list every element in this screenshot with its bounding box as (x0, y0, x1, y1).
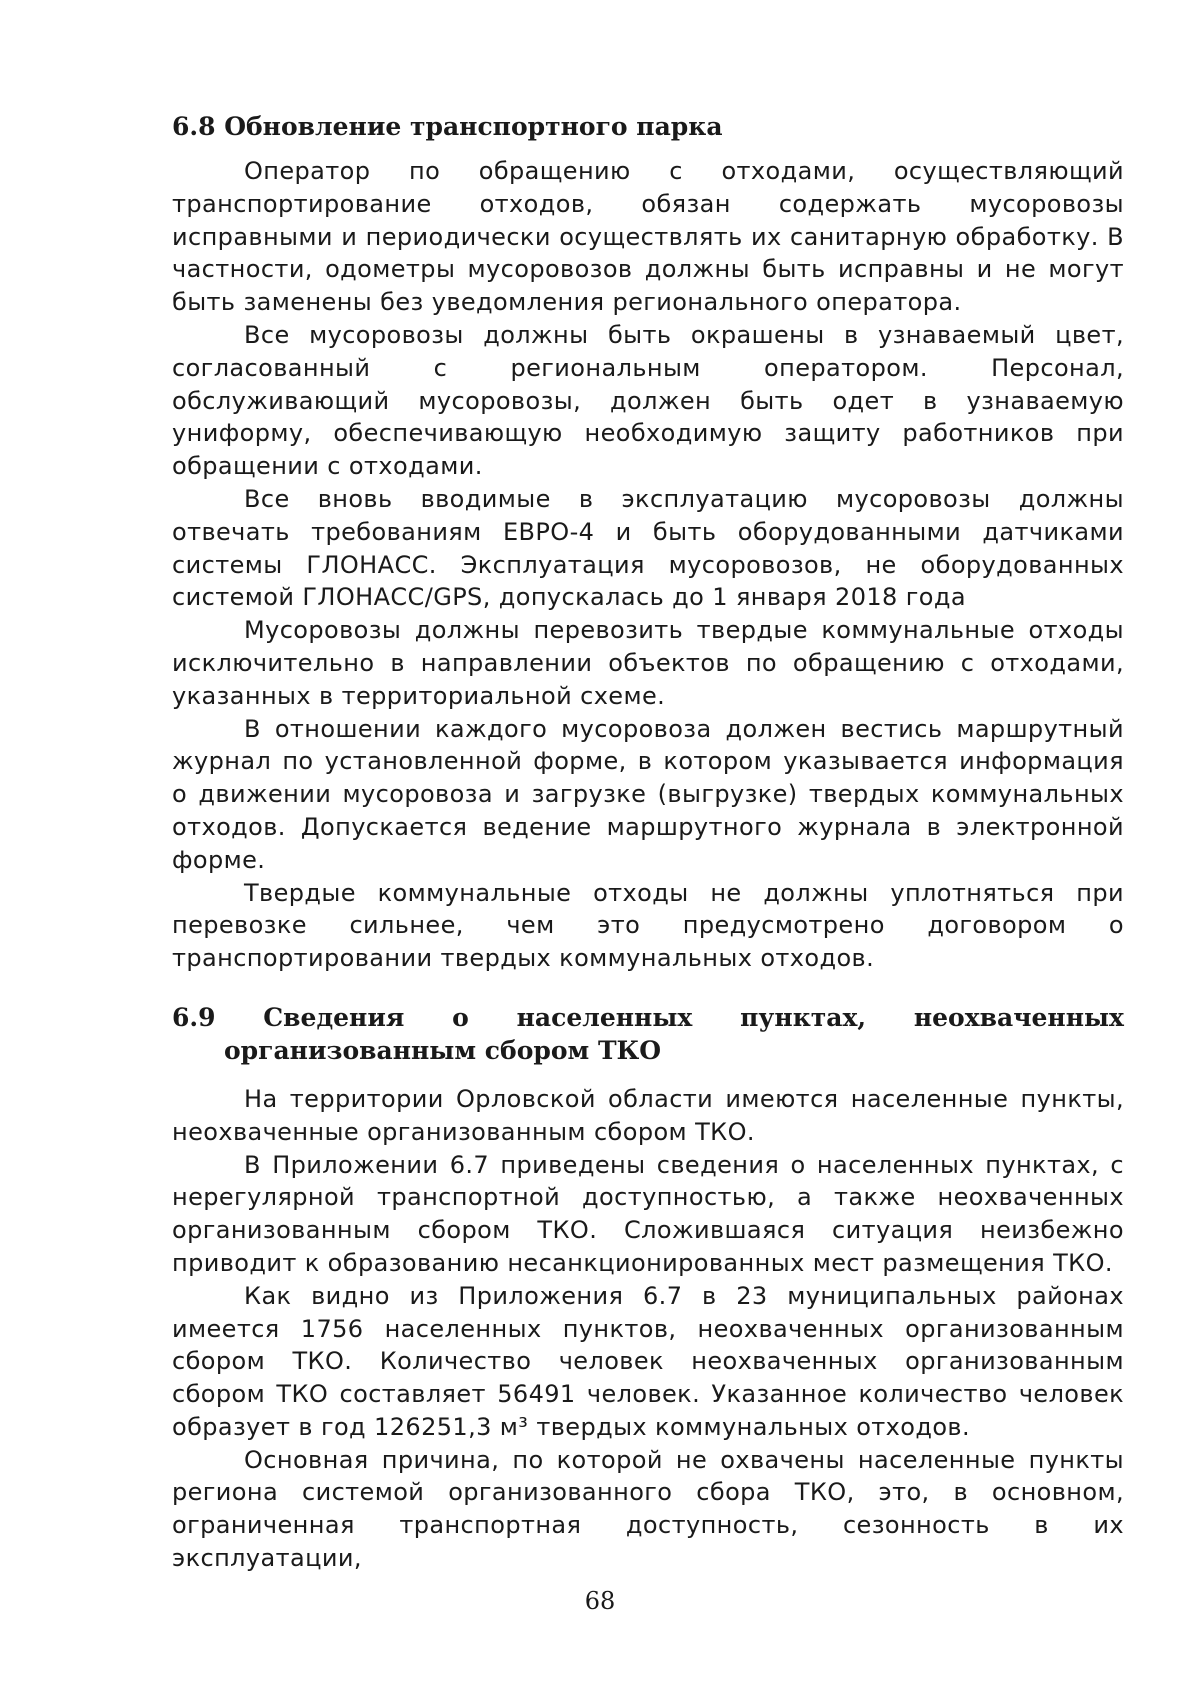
paragraph: Все вновь вводимые в эксплуатацию мусоровозы должны отвечать требованиям ЕВРО-4 и быть оборудованными датчиками системы ГЛОНАСС. Эксплуатация мусоровозов, не оборудованных системой ГЛОНАСС/GPS, допускалась до 1 января 2018 года (172, 484, 1124, 612)
section-6-8-body (172, 155, 1124, 975)
section-heading-6-9 (172, 1001, 1124, 1067)
section-6-9-body (172, 1083, 1124, 1575)
page-number: 68 (584, 1587, 616, 1615)
paragraph: Мусоровозы должны перевозить твердые коммунальные отходы исключительно в направлении объектов по обращению с отходами, указанных в территориальной схеме. (172, 616, 1124, 710)
section-heading-line-2: организованным сбором ТКО (224, 1035, 662, 1065)
paragraph: Как видно из Приложения 6.7 в 23 муниципальных районах имеется 1756 населенных пунктов, неохваченных организованным сбором ТКО. Количество человек неохваченных организованным сбором ТКО составляет 56491 человек. Указанное количество человек образует в год 126251,3 м³ твердых коммунальных отходов. (172, 1281, 1124, 1441)
section-heading-6-8: 6.8 Обновление транспортного парка (172, 112, 723, 141)
heading-word: неохваченных (913, 1002, 1124, 1032)
document-page (172, 110, 1124, 1575)
heading-word: о (452, 1002, 469, 1032)
paragraph: Твердые коммунальные отходы не должны уплотняться при перевозке сильнее, чем это предусмотрено договором о транспортировании твердых коммунальных отходов. (172, 878, 1124, 973)
paragraph: На территории Орловской области имеются населенные пункты, неохваченные организованным сбором ТКО. (172, 1084, 1124, 1146)
heading-word: пунктах, (740, 1002, 867, 1032)
paragraph: В отношении каждого мусоровоза должен вестись маршрутный журнал по установленной форме, в котором указывается информация о движении мусоровоза и загрузке (выгрузке) твердых коммунальных отходов. Допускается ведение маршрутного журнала в электронной форме. (172, 714, 1124, 874)
section-heading-line-1 (172, 1001, 1124, 1034)
paragraph: Основная причина, по которой не охвачены населенные пункты региона системой организованного сбора ТКО, это, в основном, ограниченная транспортная доступность, сезонность в их эксплуатации, (172, 1445, 1124, 1573)
heading-word: Сведения (263, 1002, 405, 1032)
paragraph: Все мусоровозы должны быть окрашены в узнаваемый цвет, согласованный с региональным оператором. Персонал, обслуживающий мусоровозы, должен быть одет в узнаваемую униформу, обеспечивающую необходимую защиту работников при обращении с отходами. (172, 320, 1124, 481)
paragraph: Оператор по обращению с отходами, осуществляющий транспортирование отходов, обязан содержать мусоровозы исправными и периодически осуществлять их санитарную обработку. В частности, одометры мусоровозов должны быть исправны и не могут быть заменены без уведомления регионального оператора. (172, 157, 1124, 317)
paragraph: В Приложении 6.7 приведены сведения о населенных пунктах, с нерегулярной транспортной доступностью, а также неохваченных организованным сбором ТКО. Сложившаяся ситуация неизбежно приводит к образованию несанкционированных мест размещения ТКО. (172, 1150, 1124, 1277)
heading-word: населенных (516, 1002, 693, 1032)
heading-word: 6.9 (172, 1002, 216, 1032)
